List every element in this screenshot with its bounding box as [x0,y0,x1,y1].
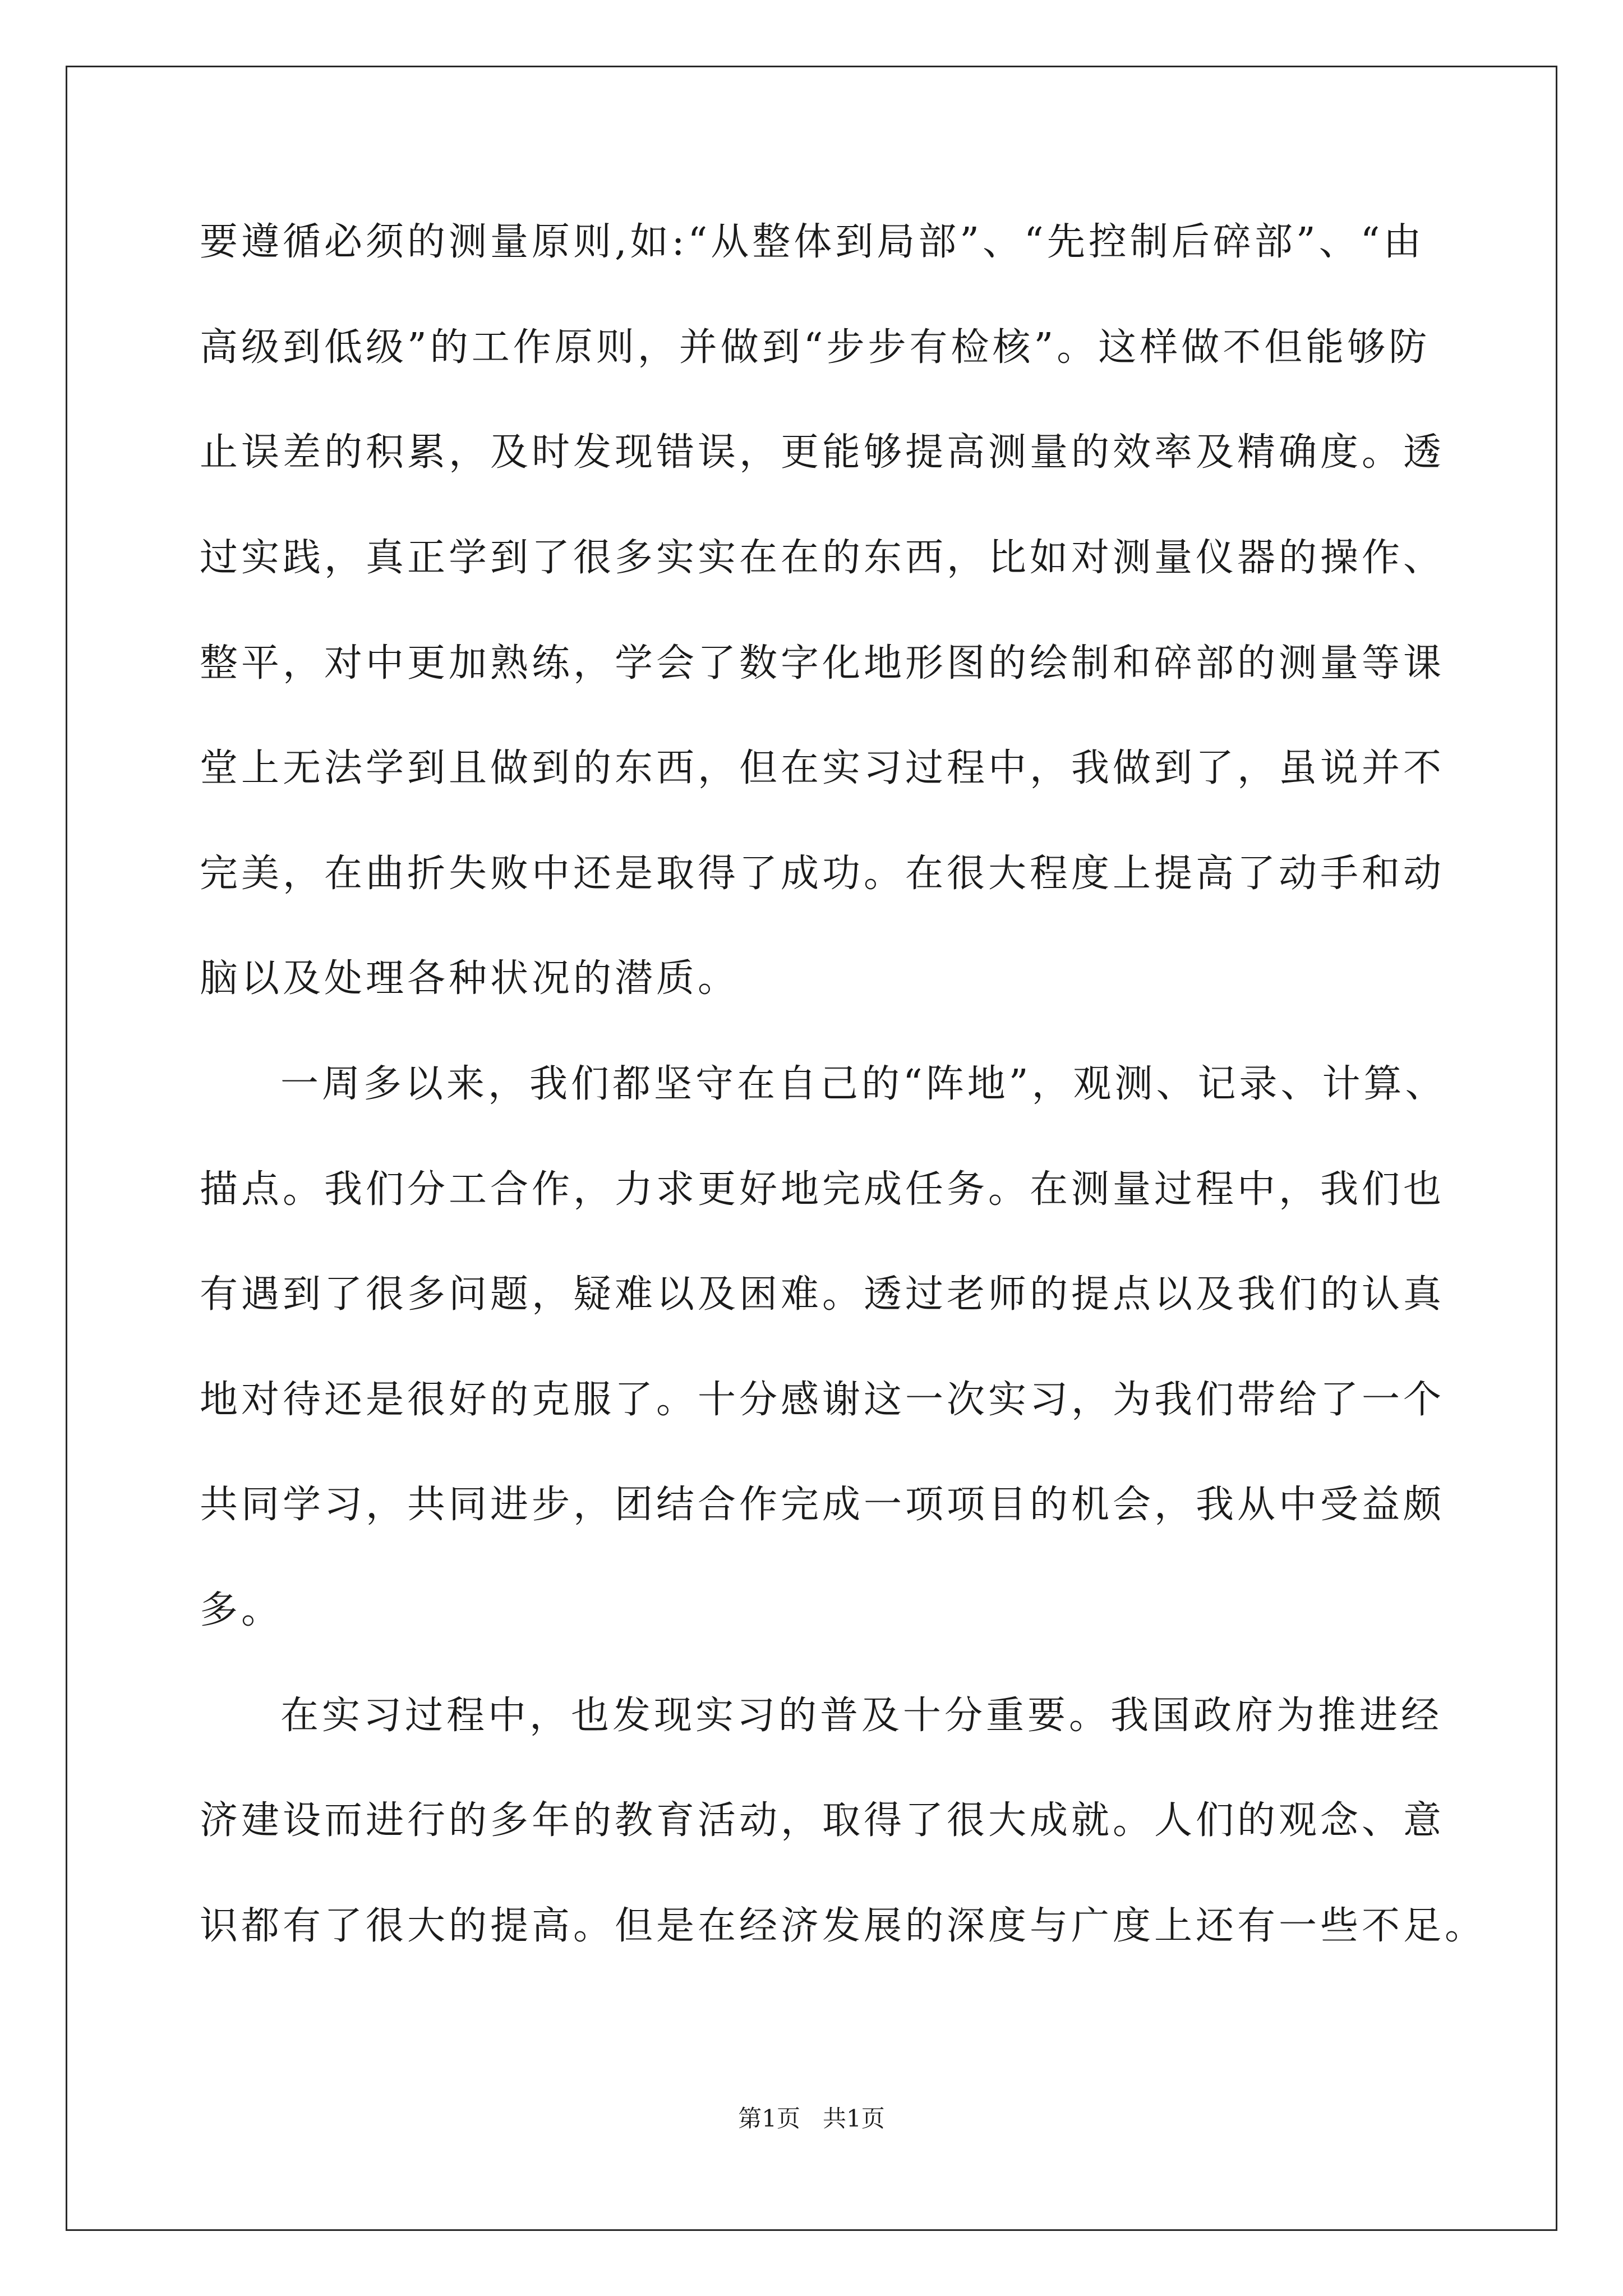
body-line: 识都有了很大的提高。但是在经济发展的深度与广度上还有一些不足。 [200,1904,1487,1948]
body-line: 止误差的积累，及时发现错误，更能够提高测量的效率及精确度。透 [200,430,1445,475]
paragraph-first-line: 在实习过程中，也发现实习的普及十分重要。我国政府为推进经 [280,1694,1443,1738]
body-line: 完美，在曲折失败中还是取得了成功。在很大程度上提高了动手和动 [200,852,1445,896]
body-line: 济建设而进行的多年的教育活动，取得了很大成就。人们的观念、意 [200,1798,1445,1843]
body-line: 共同学习，共同进步，团结合作完成一项项目的机会，我从中受益颇 [200,1483,1445,1527]
body-line: 堂上无法学到且做到的东西，但在实习过程中，我做到了，虽说并不 [200,746,1445,790]
paragraph-first-line: 一周多以来，我们都坚守在自己的“阵地”，观测、记录、计算、 [280,1062,1447,1106]
body-line: 过实践，真正学到了很多实实在在的东西，比如对测量仪器的操作、 [200,536,1445,580]
body-line: 整平，对中更加熟练，学会了数字化地形图的绘制和碎部的测量等课 [200,641,1445,685]
body-line: 有遇到了很多问题，疑难以及困难。透过老师的提点以及我们的认真 [200,1272,1445,1317]
body-line: 要遵循必须的测量原则,如:“从整体到局部”、“先控制后碎部”、“由 [200,220,1425,264]
body-line: 多。 [200,1588,283,1632]
body-line: 高级到低级”的工作原则，并做到“步步有检核”。这样做不但能够防 [200,325,1431,370]
body-line: 脑以及处理各种状况的潜质。 [200,956,740,1001]
body-line: 地对待还是很好的克服了。十分感谢这一次实习，为我们带给了一个 [200,1378,1445,1422]
page-footer: 第1页 共1页 [738,2105,885,2132]
body-line: 描点。我们分工合作，力求更好地完成任务。在测量过程中，我们也 [200,1167,1445,1212]
